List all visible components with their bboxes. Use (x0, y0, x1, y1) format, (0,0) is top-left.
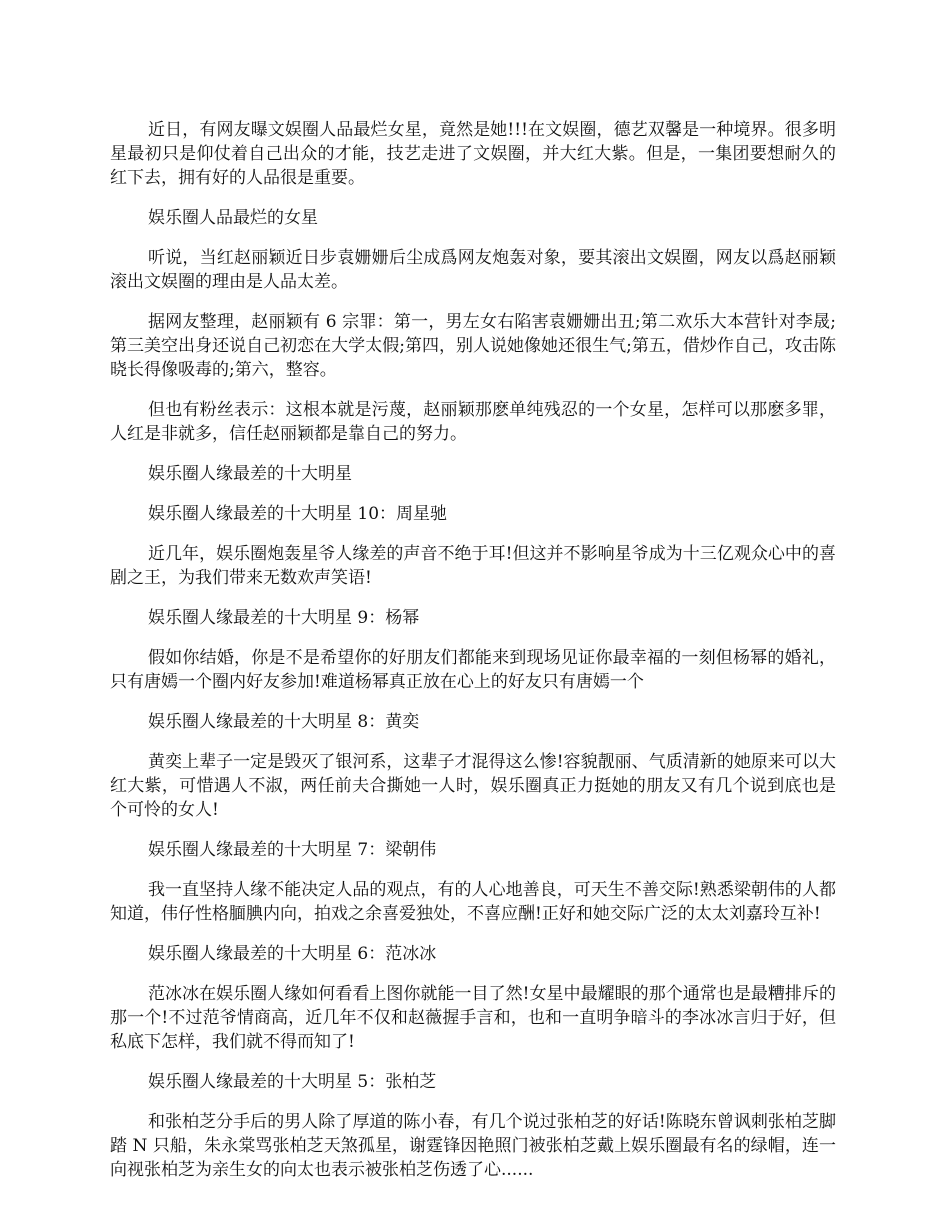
section-heading: 娱乐圈人品最烂的女星 (148, 208, 318, 228)
section-heading: 娱乐圈人缘最差的十大明星 (148, 464, 352, 484)
ranking-heading: 娱乐圈人缘最差的十大明星 8：黄奕 (148, 712, 420, 732)
ranking-heading: 娱乐圈人缘最差的十大明星 5：张柏芝 (148, 1072, 437, 1092)
document-body (110, 118, 836, 1198)
ranking-heading: 娱乐圈人缘最差的十大明星 9：杨幂 (148, 608, 420, 628)
body-paragraph: 我一直坚持人缘不能决定人品的观点，有的人心地善良，可天生不善交际!熟悉梁朝伟的人都知道，伟仔性格腼腆内向，拍戏之余喜爱独处，不喜应酬!正好和她交际广泛的太太刘嘉玲互补! (110, 880, 836, 924)
body-paragraph: 听说，当红赵丽颖近日步袁姗姗后尘成爲网友炮轰对象，要其滚出文娱圈，网友以爲赵丽颖滚出文娱圈的理由是人品太差。 (110, 248, 836, 292)
ranking-heading: 娱乐圈人缘最差的十大明星 10：周星驰 (148, 504, 448, 524)
ranking-heading: 娱乐圈人缘最差的十大明星 7：梁朝伟 (148, 840, 437, 860)
body-paragraph: 假如你结婚，你是不是希望你的好朋友们都能来到现场见证你最幸福的一刻但杨幂的婚礼，只有唐嫣一个圈内好友参加!难道杨幂真正放在心上的好友只有唐嫣一个 (110, 648, 836, 692)
body-paragraph: 但也有粉丝表示：这根本就是污蔑，赵丽颖那麽单纯残忍的一个女星，怎样可以那麽多罪，人红是非就多，信任赵丽颖都是靠自己的努力。 (110, 400, 836, 444)
body-paragraph: 黄奕上辈子一定是毁灭了银河系，这辈子才混得这么惨!容貌靓丽、气质清新的她原来可以大红大紫，可惜遇人不淑，两任前夫合撕她一人时，娱乐圈真正力挺她的朋友又有几个说到底也是个可怜的女人! (110, 752, 836, 820)
body-paragraph: 近几年，娱乐圈炮轰星爷人缘差的声音不绝于耳!但这并不影响星爷成为十三亿观众心中的喜剧之王，为我们带来无数欢声笑语! (110, 544, 836, 588)
intro-paragraph: 近日，有网友曝文娱圈人品最烂女星，竟然是她!!!在文娱圈，德艺双馨是一种境界。很多明星最初只是仰仗着自己出众的才能，技艺走进了文娱圈，并大红大紫。但是，一集团要想耐久的红下去，拥有好的人品很是重要。 (110, 120, 836, 188)
body-paragraph: 范冰冰在娱乐圈人缘如何看看上图你就能一目了然!女星中最耀眼的那个通常也是最糟排斥的那一个!不过范爷情商高，近几年不仅和赵薇握手言和，也和一直明争暗斗的李冰冰言归于好，但私底下怎样，我们就不得而知了! (110, 984, 836, 1052)
body-paragraph: 据网友整理，赵丽颖有 6 宗罪：第一，男左女右陷害袁姗姗出丑;第二欢乐大本营针对李晟;第三美空出身还说自己初恋在大学太假;第四，别人说她像她还很生气;第五，借炒作自己，攻击陈晓长得像吸毒的;第六，整容。 (110, 312, 836, 380)
ranking-heading: 娱乐圈人缘最差的十大明星 6：范冰冰 (148, 944, 437, 964)
body-paragraph: 和张柏芝分手后的男人除了厚道的陈小春，有几个说过张柏芝的好话!陈晓东曾讽刺张柏芝脚踏 N 只船，朱永棠骂张柏芝天煞孤星，谢霆锋因艳照门被张柏芝戴上娱乐圈最有名的绿帽，连一向视张柏芝为亲生女的向太也表示被张柏芝伤透了心...... (110, 1112, 836, 1180)
